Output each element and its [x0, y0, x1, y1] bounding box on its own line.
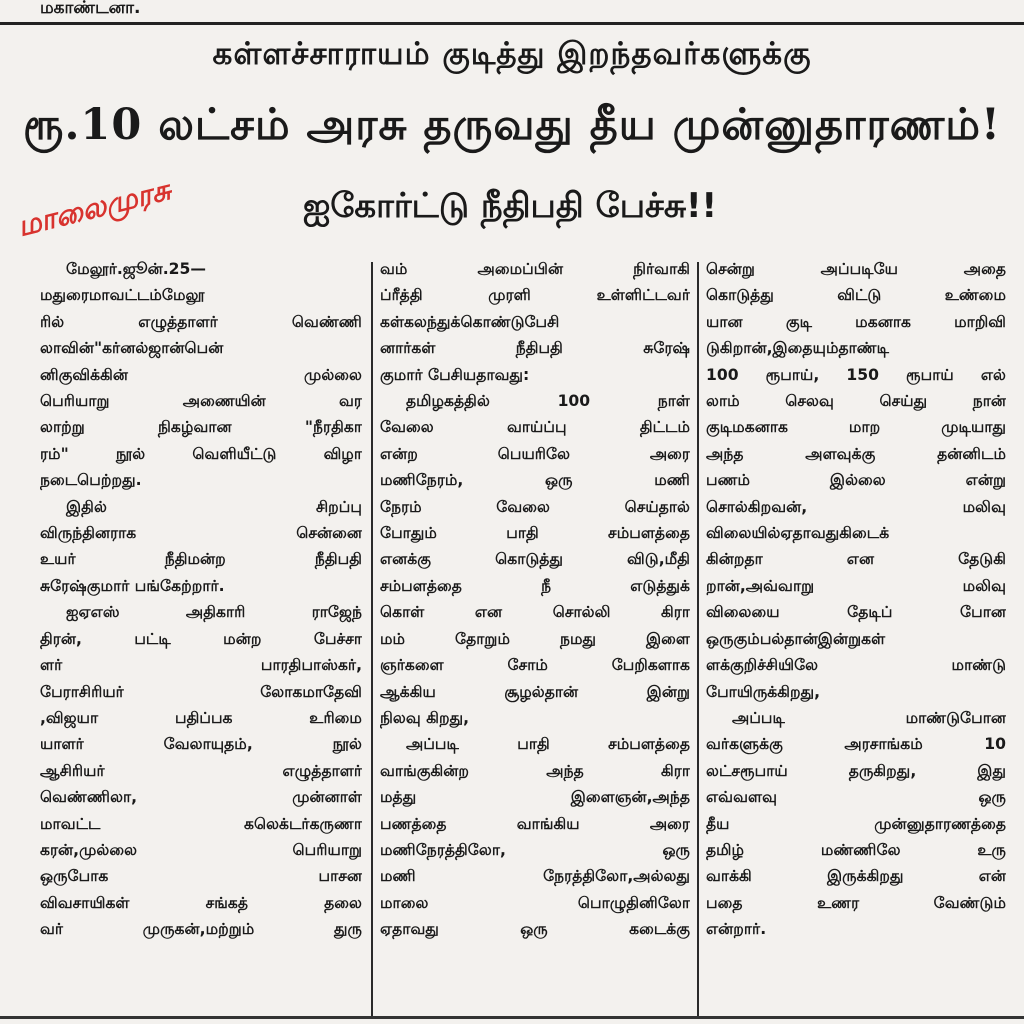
publication-logo: மாலைமுரசு: [14, 172, 174, 243]
article-text-line: குமார் பேசியதாவது:: [380, 365, 530, 384]
headline-line-1: கள்ளச்சாராயம் குடித்து இறந்தவர்களுக்கு: [212, 36, 812, 72]
article-text-line: மதுரைமாவட்டம்மேலூ: [40, 286, 205, 305]
article-text-line: குடிமகனாக மாற முடியாது: [706, 418, 1006, 437]
article-text-line: வர்களுக்கு அரசாங்கம் 10: [706, 735, 1006, 754]
article-text-line: வம் அமைப்பின் நிர்வாகி: [380, 260, 690, 278]
article-text-line: கொள் என சொல்லி கிரா: [380, 603, 690, 622]
article-text-line: எனக்கு கொடுத்து விடு,மீதி: [380, 550, 690, 569]
article-text-line: கள்கலந்துக்கொண்டுபேசி: [380, 312, 560, 331]
article-column-3: [706, 256, 1006, 1016]
article-text-line: தமிழ் மண்ணிலே உரு: [706, 840, 1006, 859]
article-text-line: நடைபெற்றது.: [40, 471, 142, 490]
article-text-line: பணத்தை வாங்கிய அரை: [380, 814, 690, 833]
article-text-line: ஆசிரியர் எழுத்தாளர்: [40, 761, 362, 780]
article-text-line: ப்ரீத்தி முரளி உள்ளிட்டவர்: [380, 286, 690, 305]
article-text-line: ஒருபோக பாசன: [40, 867, 362, 886]
article-text-line: லாற்று நிகழ்வான "நீரதிகா: [40, 418, 362, 437]
article-text-line: 100 ரூபாய், 150 ரூபாய் எல்: [706, 365, 1006, 384]
article-text-line: ஆக்கிய சூழல்தான் இன்று: [380, 682, 690, 701]
masthead-fragment: மகாண்டனா.: [40, 0, 141, 18]
article-text-line: மேலூர்.ஜூன்.25—: [66, 260, 206, 278]
article-text-line: ரம்" நூல் வெளியீட்டு விழா: [40, 444, 362, 463]
article-text-line: ,விஜயா பதிப்பக உரிமை: [40, 708, 362, 727]
article-text-line: என்றார்.: [706, 920, 767, 939]
article-text-line: வேலை வாய்ப்பு திட்டம்: [380, 418, 690, 437]
headline-line-2: ரூ.10 லட்சம் அரசு தருவது தீய முன்னுதாரணம்!: [23, 100, 1001, 150]
article-text-line: விவசாயிகள் சங்கத் தலை: [40, 893, 362, 912]
article-text-line: வாங்குகின்ற அந்த கிரா: [380, 761, 690, 780]
article-text-line: விலையில்ஏதாவதுகிடைக்: [706, 524, 890, 543]
article-text-line: ளர் பாரதிபாஸ்கர்,: [40, 656, 362, 675]
article-text-line: ரில் எழுத்தாளர் வெண்ணி: [40, 312, 362, 331]
column-divider: [371, 262, 373, 1017]
article-text-line: போதும் பாதி சம்பளத்தை: [380, 524, 690, 543]
article-text-line: பேராசிரியர் லோகமாதேவி: [40, 682, 362, 701]
article-text-line: இதில் சிறப்பு: [66, 497, 362, 516]
article-text-line: யான குடி மகனாக மாறிவி: [706, 312, 1006, 331]
article-text-line: வாக்கி இருக்கிறது என்: [706, 867, 1006, 886]
article-text-line: மத்து இளைஞன்,அந்த: [380, 788, 690, 807]
article-text-line: விலையை தேடிப் போன: [706, 603, 1006, 622]
article-text-line: லாம் செலவு செய்து நான்: [706, 392, 1006, 411]
article-text-line: விருந்தினராக சென்னை: [40, 524, 362, 543]
article-text-line: மணி நேரத்திலோ,அல்லது: [380, 867, 690, 886]
article-text-line: மாவட்ட கலெக்டர்கருணா: [40, 814, 362, 833]
article-text-line: மாலை பொழுதினிலோ: [380, 893, 690, 912]
bottom-rule: [0, 1016, 1024, 1019]
article-text-line: தமிழகத்தில் 100 நாள்: [406, 392, 690, 411]
article-column-2: [380, 256, 690, 1016]
article-text-line: போயிருக்கிறது,: [706, 682, 821, 701]
article-text-line: உயர் நீதிமன்ற நீதிபதி: [40, 550, 362, 569]
headline-line-3: ஐகோர்ட்டு நீதிபதி பேச்சு!!: [302, 186, 718, 226]
article-text-line: பதை உணர வேண்டும்: [706, 893, 1006, 912]
article-text-line: லட்சரூபாய் தருகிறது, இது: [706, 761, 1006, 780]
article-text-line: நிலவு கிறது,: [380, 708, 470, 727]
article-column-1: [40, 256, 362, 1016]
article-text-line: மணிநேரத்திலோ, ஒரு: [380, 840, 690, 859]
article-text-line: டுகிறான்,இதையும்தாண்டி: [706, 339, 890, 358]
article-text-line: அப்படி பாதி சம்பளத்தை: [406, 735, 690, 754]
article-text-line: ஞர்களை சோம் பேறிகளாக: [380, 656, 690, 675]
article-text-line: தீய முன்னுதாரணத்தை: [706, 814, 1006, 833]
article-text-line: நேரம் வேலை செய்தால்: [380, 497, 690, 516]
article-text-line: சென்று அப்படியே அதை: [706, 260, 1006, 278]
article-text-line: கொடுத்து விட்டு உண்மை: [706, 286, 1006, 305]
article-text-line: றான்,அவ்வாறு மலிவு: [706, 576, 1006, 595]
article-text-line: னார்கள் நீதிபதி சுரேஷ்: [380, 339, 690, 358]
article-text-line: சொல்கிறவன், மலிவு: [706, 497, 1006, 516]
article-text-line: ஒருகும்பல்தான்இன்றுகள்: [706, 629, 886, 648]
masthead-strip: [0, 0, 1024, 25]
article-text-line: கின்றதா என தேடுகி: [706, 550, 1006, 569]
article-text-line: அந்த அளவுக்கு தன்னிடம்: [706, 444, 1006, 463]
article-text-line: பணம் இல்லை என்று: [706, 471, 1006, 490]
article-text-line: வெண்ணிலா, முன்னாள்: [40, 788, 362, 807]
article-text-line: னிகுவிக்கின் முல்லை: [40, 365, 362, 384]
article-text-line: யாளர் வேலாயுதம், நூல்: [40, 735, 362, 754]
article-text-line: என்ற பெயரிலே அரை: [380, 444, 690, 463]
article-text-line: மம் தோறும் நமது இளை: [380, 629, 690, 648]
article-text-line: திரன், பட்டி மன்ற பேச்சா: [40, 629, 362, 648]
article-text-line: கரன்,முல்லை பெரியாறு: [40, 840, 362, 859]
article-text-line: ஐஏஎஸ் அதிகாரி ராஜேந்: [66, 603, 362, 622]
article-text-line: பெரியாறு அணையின் வர: [40, 392, 362, 411]
article-text-line: சுரேஷ்குமார் பங்கேற்றார்.: [40, 576, 225, 595]
article-text-line: சம்பளத்தை நீ எடுத்துக்: [380, 576, 690, 595]
article-text-line: வர் முருகன்,மற்றும் துரு: [40, 920, 362, 939]
column-divider: [697, 262, 699, 1017]
article-text-line: ஏதாவது ஒரு கடைக்கு: [380, 920, 690, 939]
article-text-line: ளக்குறிச்சியிலே மாண்டு: [706, 656, 1006, 675]
article-text-line: எவ்வளவு ஒரு: [706, 788, 1006, 807]
article-text-line: மணிநேரம், ஒரு மணி: [380, 471, 690, 490]
article-text-line: லாவின்"கர்னல்ஜான்பென்: [40, 339, 224, 358]
article-text-line: அப்படி மாண்டுபோன: [732, 708, 1006, 727]
